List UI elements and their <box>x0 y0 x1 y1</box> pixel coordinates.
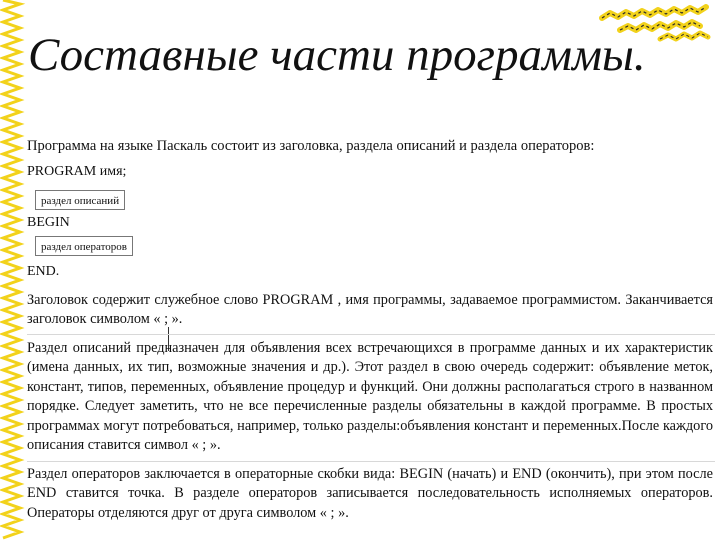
paragraph-header: Заголовок содержит служебное слово PROGRAM , имя программы, задаваемое программистом. Заканчивается заголовок символом « ; ». <box>27 292 713 328</box>
code-begin: BEGIN <box>27 215 70 230</box>
zigzag-border-decoration <box>0 0 26 540</box>
paragraph-operators: Раздел операторов заключается в операторные скобки вида: BEGIN (начать) и END (окончить), при этом после END ставится точка. В разделе операторов записывается последовательность исполняемых операторов. Операторы отделяются друг от друга символом « ; ». <box>27 466 713 521</box>
divider <box>27 461 715 462</box>
divider <box>27 334 715 335</box>
code-end: END. <box>27 264 60 279</box>
operators-section-box: раздел операторов <box>35 236 133 256</box>
slide-title: Составные части программы. <box>28 29 646 81</box>
paragraph-declarations: Раздел описаний предназначен для объявления всех встречающихся в программе данных и их характеристик (имена данных, их тип, возможные значения и др.). Этот раздел в свою очередь содержит: объявление меток, констант, типов, переменных, объявление процедур и функций. Они должны располагаться строго в названном порядке. Следует заметить, что не все перечисленные разделы обязательны в каждой программе. В простых программах могут потребоваться, например, только разделы:объявления констант и переменных.После каждого описания ставится символ « ; ». <box>27 340 713 454</box>
code-program-line: PROGRAM имя; <box>27 164 127 179</box>
intro-text: Программа на языке Паскаль состоит из заголовка, раздела описаний и раздела операторов: <box>27 138 595 154</box>
declarations-section-box: раздел описаний <box>35 190 125 210</box>
